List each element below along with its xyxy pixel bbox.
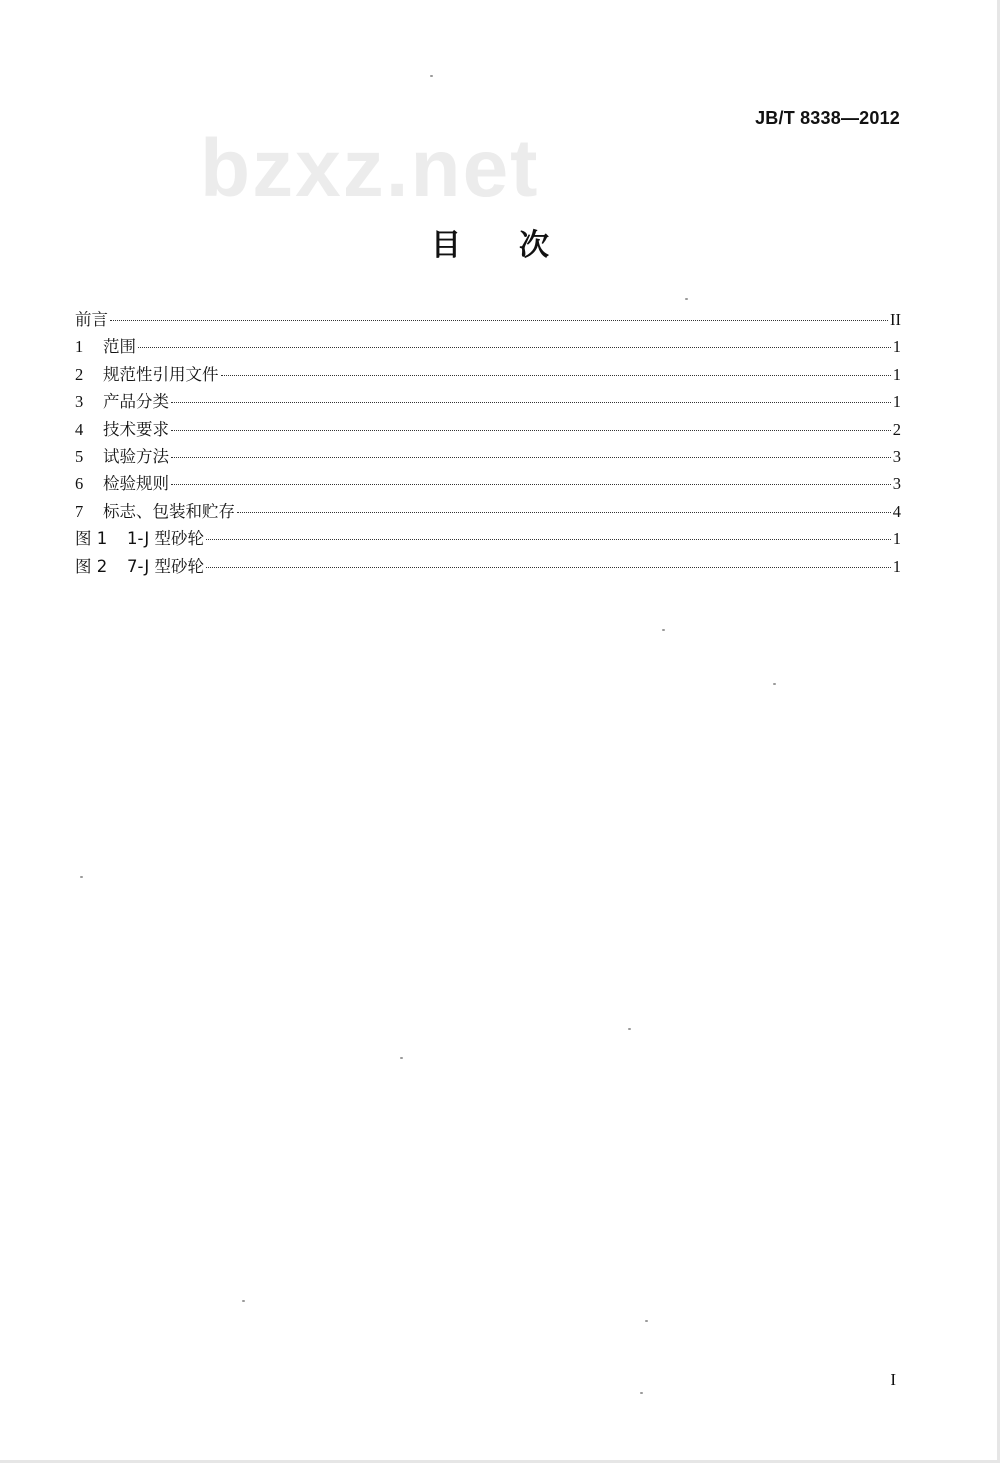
dot-leader [110, 320, 888, 321]
dot-leader [237, 512, 891, 513]
toc-entry-number: 4 [75, 419, 84, 439]
toc-entry-label: 技术要求 [103, 419, 169, 439]
dot-leader [221, 375, 891, 376]
toc-entry-number: 2 [75, 364, 84, 384]
toc-entry-page: 1 [892, 529, 901, 549]
scan-speck [430, 75, 433, 77]
toc-entry-scope[interactable] [75, 333, 901, 360]
toc-entry-marking-packing-storage[interactable] [75, 498, 901, 525]
dot-leader [171, 402, 891, 403]
toc-entry-inspection-rules[interactable] [75, 470, 901, 497]
page-number: I [890, 1370, 896, 1389]
toc-entry-label: 产品分类 [103, 392, 169, 412]
toc-entry-page: 3 [892, 446, 901, 466]
scan-speck [662, 629, 665, 631]
toc-entry-number: 图 2 [75, 556, 108, 576]
scan-speck [400, 1057, 403, 1059]
toc-entry-page: II [890, 310, 901, 329]
toc-entry-label: 试验方法 [103, 446, 169, 466]
scan-speck [645, 1320, 648, 1322]
scan-speck [640, 1392, 643, 1394]
toc-entry-classification[interactable] [75, 388, 901, 415]
toc-entry-normative-references[interactable] [75, 361, 901, 388]
toc-entry-label: 1-J 型砂轮 [127, 529, 204, 549]
toc-entry-page: 1 [892, 364, 901, 384]
toc-entry-label: 规范性引用文件 [103, 364, 219, 384]
scan-speck [628, 1028, 631, 1030]
toc-title: 目次 [431, 228, 607, 263]
toc-entry-page: 1 [892, 392, 901, 412]
toc-entry-page: 3 [892, 474, 901, 494]
toc-entry-label: 7-J 型砂轮 [127, 556, 204, 576]
toc-entry-page: 1 [892, 556, 901, 576]
scan-speck [242, 1300, 245, 1302]
toc-entry-number: 7 [75, 501, 84, 521]
toc-entry-foreword[interactable] [75, 306, 901, 333]
scan-speck [80, 876, 83, 878]
toc-entry-figure-2[interactable] [75, 553, 901, 580]
toc-entry-number: 3 [75, 392, 84, 412]
standard-number: JB/T 8338—2012 [755, 108, 900, 128]
toc-entry-page: 4 [892, 501, 901, 521]
dot-leader [171, 484, 891, 485]
scan-speck [685, 298, 688, 300]
toc-entry-number: 6 [75, 474, 84, 494]
toc-entry-number: 5 [75, 446, 84, 466]
dot-leader [206, 567, 891, 568]
toc-entry-page: 1 [892, 337, 901, 357]
dot-leader [171, 457, 891, 458]
toc-entry-number: 图 1 [75, 529, 108, 549]
dot-leader [206, 539, 891, 540]
toc-entry-label: 范围 [103, 337, 136, 357]
toc-entry-label: 检验规则 [103, 474, 169, 494]
toc-entry-requirements[interactable] [75, 416, 901, 443]
toc-entry-number: 1 [75, 337, 84, 357]
table-of-contents [75, 306, 901, 580]
dot-leader [171, 430, 891, 431]
toc-entry-label: 标志、包装和贮存 [103, 501, 235, 521]
toc-entry-test-methods[interactable] [75, 443, 901, 470]
watermark: bzxz.net [200, 123, 540, 214]
dot-leader [138, 347, 891, 348]
scan-speck [773, 683, 776, 685]
toc-entry-label: 前言 [75, 310, 108, 329]
toc-entry-page: 2 [892, 419, 901, 439]
toc-entry-figure-1[interactable] [75, 525, 901, 552]
